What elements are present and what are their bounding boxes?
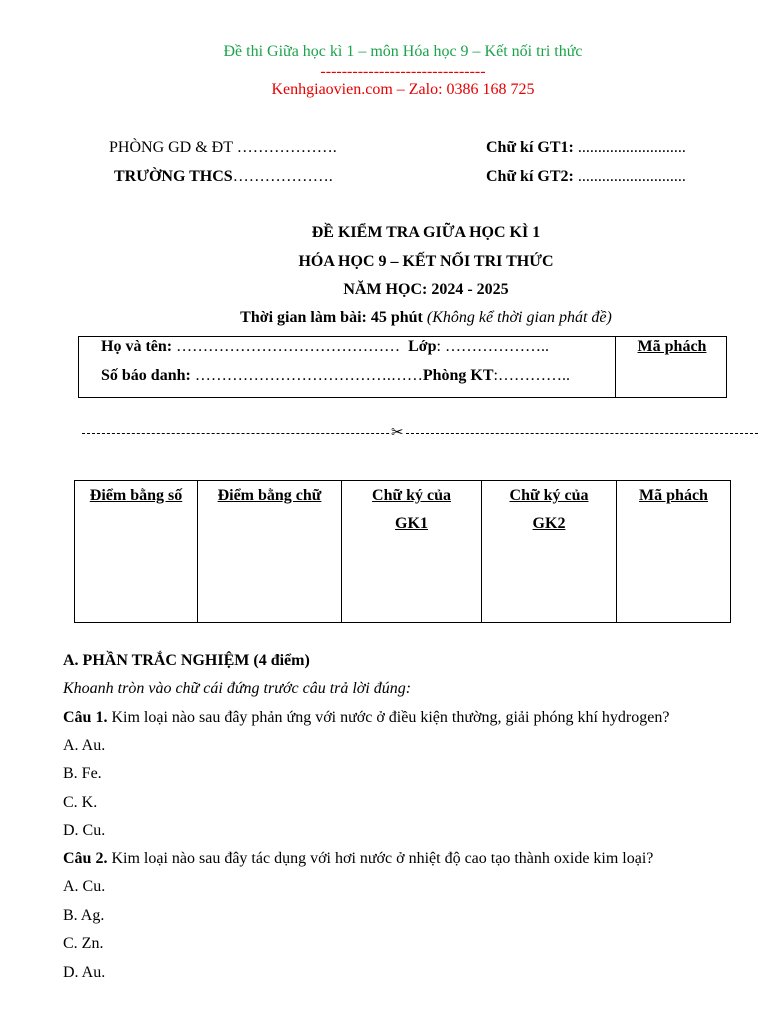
gt1-label: Chữ kí GT1: [486,139,574,156]
ma-phach-label: Mã phách [637,338,707,355]
student-info-box [78,336,727,398]
header-score-number: Điểm bằng số [75,481,198,623]
header-ma-phach: Mã phách [617,481,731,623]
q1-option-c[interactable]: C. K. [63,794,98,811]
q1-option-a[interactable]: A. Au. [63,737,106,754]
header-score-text: Điểm bằng chữ [198,481,342,623]
banner-contact: Kenhgiaovien.com – Zalo: 0386 168 725 [271,81,535,98]
gk1-line1: Chữ ký của [372,487,451,504]
sbd-label: Số báo danh: [101,367,191,384]
school-dots: ………………. [232,168,333,185]
exam-time [0,309,768,327]
q2-option-c[interactable]: C. Zn. [63,935,104,952]
exam-title: ĐỀ KIỂM TRA GIỮA HỌC KÌ 1 [311,224,541,241]
room-label: Phòng KT [422,367,494,384]
class-label: Lớp [408,338,437,355]
banner-dashes: ------------------------------- [320,63,486,80]
gt2-dots: ........................... [573,168,686,185]
question-2 [63,850,653,868]
score-table [74,480,731,623]
scissors-icon: ✂ [391,423,404,441]
gt1-dots: ........................... [573,139,686,156]
section-a-title: A. PHẦN TRẮC NGHIỆM (4 điểm) [63,652,310,669]
time-label: Thời gian làm bài: 45 phút [240,309,427,326]
school-line [114,168,333,186]
exam-subject: HÓA HỌC 9 – KẾT NỐI TRI THỨC [298,253,554,270]
exam-year: NĂM HỌC: 2024 - 2025 [343,281,509,298]
sbd-line [101,367,570,385]
question-1-text: Kim loại nào sau đây phản ứng với nước ở điều kiện thường, giải phóng khí hydrogen? [107,709,670,726]
class-dots: : ……………….. [436,338,549,355]
dept-label: PHÒNG GD & ĐT ………………. [109,139,337,156]
q1-option-d[interactable]: D. Cu. [63,822,106,839]
question-2-label: Câu 2. [63,850,108,867]
gk2-line1: Chữ ký của [509,487,589,504]
banner-title: Đề thi Giữa học kì 1 – môn Hóa học 9 – Kết nối tri thức [223,43,583,60]
question-1 [63,709,669,727]
school-label: TRƯỜNG THCS [114,168,233,185]
gk1-line2: GK1 [395,515,428,532]
cut-line [82,433,758,434]
gt1-line [486,139,686,157]
section-a-instruction: Khoanh tròn vào chữ cái đứng trước câu trả lời đúng: [63,680,412,697]
header-gk2-signature [482,481,617,623]
q1-option-b[interactable]: B. Fe. [63,765,102,782]
question-1-label: Câu 1. [63,709,108,726]
time-note: (Không kể thời gian phát đề) [426,309,612,326]
name-label: Họ và tên: [101,338,173,355]
name-dots: …………………………………… [172,338,405,355]
gt2-line [486,168,686,186]
q2-option-d[interactable]: D. Au. [63,964,106,981]
gk2-line2: GK2 [532,515,566,532]
q2-option-a[interactable]: A. Cu. [63,878,106,895]
sbd-dots: ……………………………….…… [190,367,423,384]
gt2-label: Chữ kí GT2: [486,168,574,185]
name-line [101,338,549,356]
question-2-text: Kim loại nào sau đây tác dụng với hơi nước ở nhiệt độ cao tạo thành oxide kim loại? [107,850,654,867]
q2-option-b[interactable]: B. Ag. [63,907,105,924]
room-dots: :………….. [493,367,570,384]
header-gk1-signature [342,481,482,623]
